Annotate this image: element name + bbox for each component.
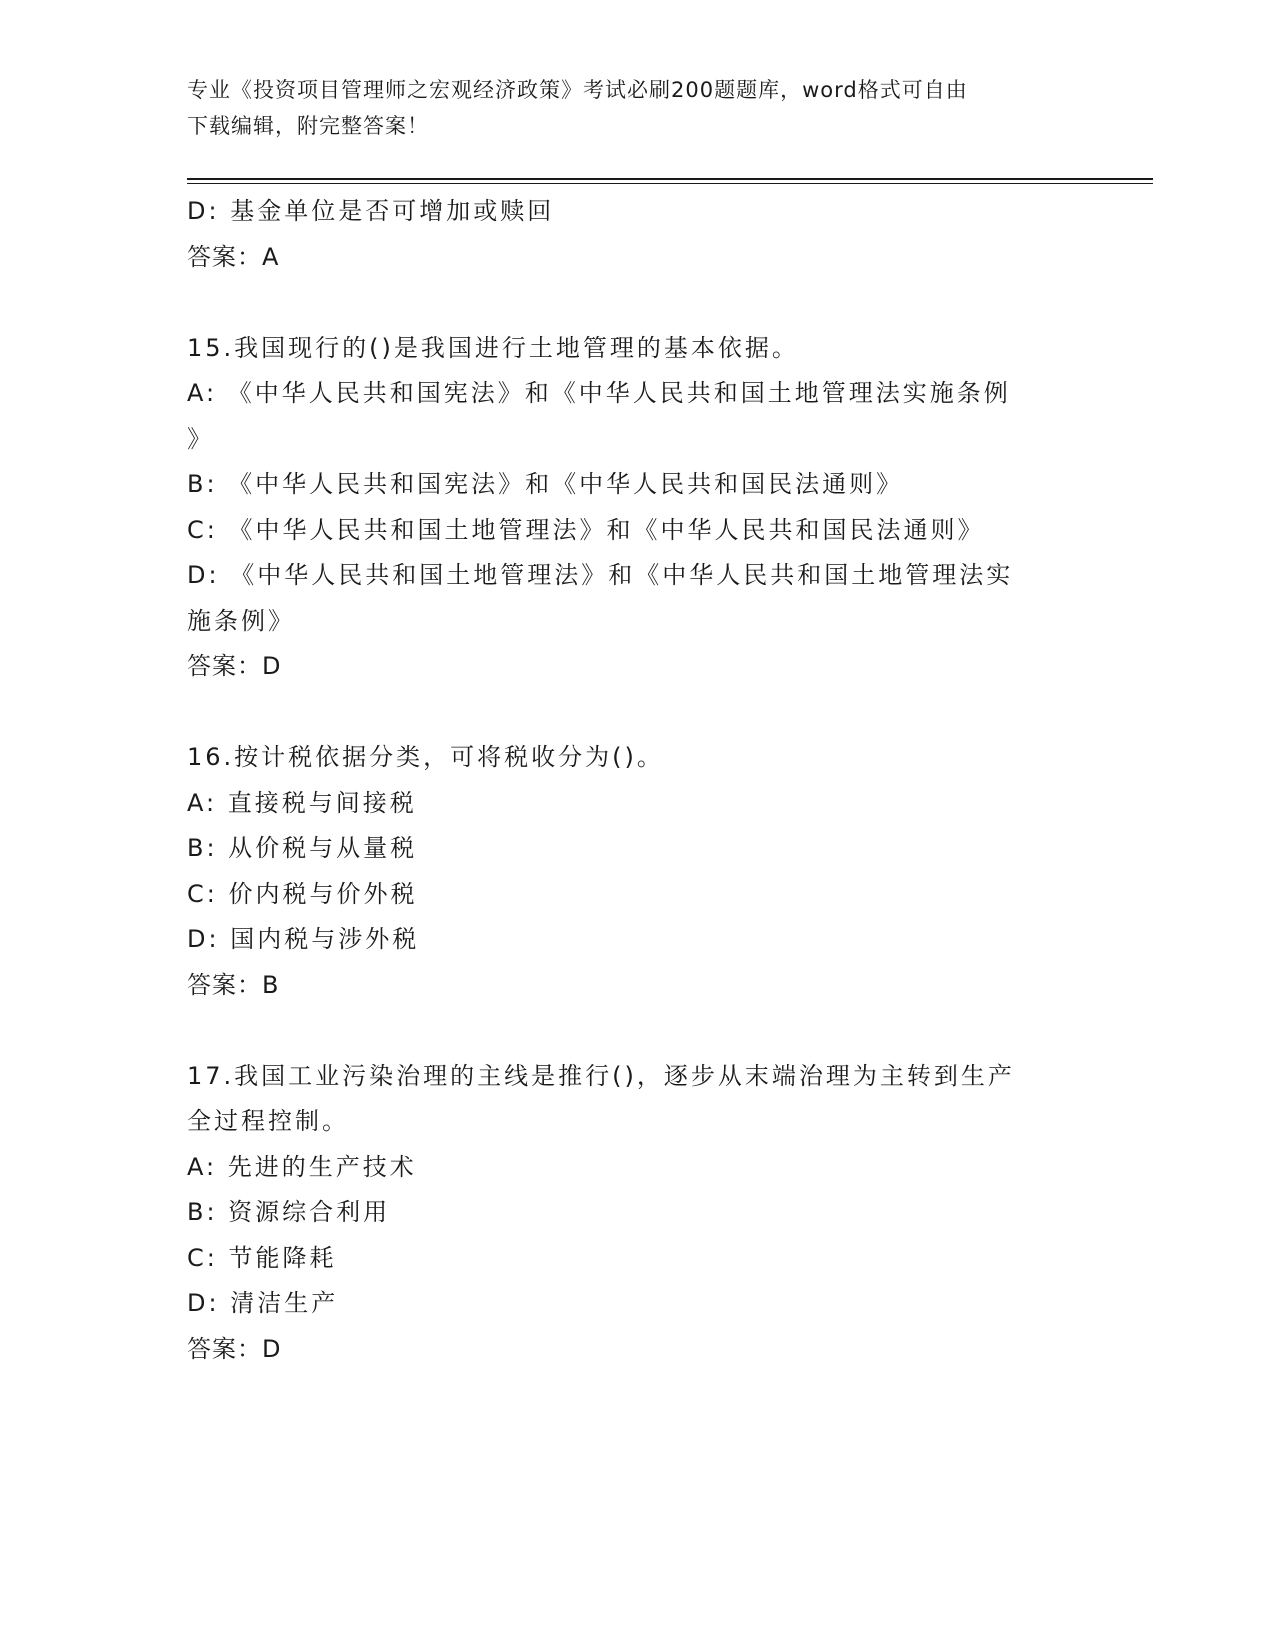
option-b: B: 《中华人民共和国宪法》和《中华人民共和国民法通则》 [187,470,904,498]
option-d: D: 《中华人民共和国土地管理法》和《中华人民共和国土地管理法实 [187,561,1014,589]
header-line-1: 专业《投资项目管理师之宏观经济政策》考试必刷200题题库，word格式可自由 [187,78,968,102]
option-a: A: 先进的生产技术 [187,1152,417,1181]
header-line-2: 下载编辑，附完整答案！ [187,114,429,138]
option-a: A: 直接税与间接税 [187,788,417,817]
option-d: D: 清洁生产 [187,1289,339,1317]
option-a: A: 《中华人民共和国宪法》和《中华人民共和国土地管理法实施条例 [187,379,1011,407]
answer-line: 答案：D [187,1334,282,1363]
question-stem: 16.按计税依据分类，可将税收分为()。 [187,743,664,771]
question-stem-continued: 全过程控制。 [187,1107,349,1135]
option-b: B: 资源综合利用 [187,1198,391,1226]
question-stem: 17.我国工业污染治理的主线是推行()，逐步从末端治理为主转到生产 [187,1061,1015,1090]
answer-line: 答案：B [187,970,280,999]
option-d-continued: 施条例》 [187,606,295,635]
header-divider-thin [187,183,1153,184]
option-c: C: 节能降耗 [187,1243,337,1272]
option-b: B: 从价税与从量税 [187,834,418,862]
option-c: C: 《中华人民共和国土地管理法》和《中华人民共和国民法通则》 [187,515,985,544]
option-c: C: 价内税与价外税 [187,879,418,908]
document-header [187,72,1077,144]
header-divider-thick [187,178,1153,180]
option-a-continued: 》 [187,424,214,453]
spacer [187,690,1087,736]
answer-line: 答案：D [187,652,282,680]
question-list [187,189,1087,1372]
answer-line: 答案：A [187,242,280,271]
question-stem: 15.我国现行的()是我国进行土地管理的基本依据。 [187,333,799,362]
option-d: D: 国内税与涉外税 [187,925,420,953]
spacer [187,1008,1087,1054]
spacer [187,280,1087,326]
option-d: D: 基金单位是否可增加或赎回 [187,197,555,225]
